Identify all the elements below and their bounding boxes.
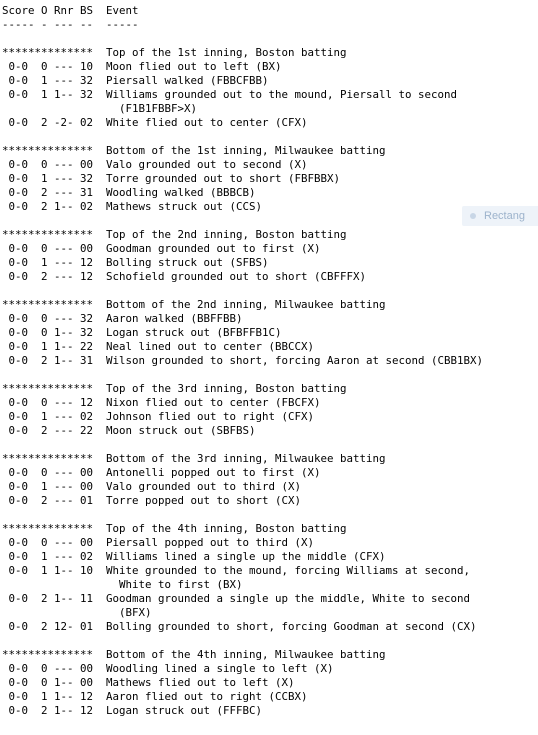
play-line: 0-0 1 --- 00 Valo grounded out to third (X) bbox=[2, 480, 302, 493]
blank-line bbox=[2, 284, 538, 298]
play-line: 0-0 1 --- 12 Bolling struck out (SFBS) bbox=[2, 256, 269, 269]
inning-header: ************** Top of the 3rd inning, Boston batting bbox=[2, 382, 347, 395]
rectangle-tool-icon bbox=[470, 213, 476, 219]
rectangle-tool-tooltip bbox=[462, 206, 538, 226]
inning-header: ************** Bottom of the 2nd inning, Milwaukee batting bbox=[2, 298, 386, 311]
play-continuation: (BFX) bbox=[2, 606, 152, 619]
inning-header: ************** Bottom of the 3rd inning, Milwaukee batting bbox=[2, 452, 386, 465]
play-line: 0-0 2 1-- 31 Wilson grounded to short, forcing Aaron at second (CBB1BX) bbox=[2, 354, 484, 367]
play-line: 0-0 0 --- 32 Aaron walked (BBFFBB) bbox=[2, 312, 243, 325]
play-line: 0-0 2 --- 01 Torre popped out to short (CX) bbox=[2, 494, 302, 507]
log-lines bbox=[2, 32, 538, 718]
play-line: 0-0 2 1-- 11 Goodman grounded a single up the middle, White to second bbox=[2, 592, 471, 605]
play-line: 0-0 2 --- 22 Moon struck out (SBFBS) bbox=[2, 424, 256, 437]
inning-header: ************** Top of the 1st inning, Boston batting bbox=[2, 46, 347, 59]
play-line: 0-0 1 --- 32 Torre grounded out to short (FBFBBX) bbox=[2, 172, 341, 185]
play-line: 0-0 0 1-- 00 Mathews flied out to left (X) bbox=[2, 676, 295, 689]
blank-line bbox=[2, 508, 538, 522]
play-line: 0-0 1 --- 32 Piersall walked (FBBCFBB) bbox=[2, 74, 269, 87]
inning-header: ************** Bottom of the 1st inning, Milwaukee batting bbox=[2, 144, 386, 157]
play-continuation: White to first (BX) bbox=[2, 578, 243, 591]
play-line: 0-0 0 --- 00 Piersall popped out to third (X) bbox=[2, 536, 315, 549]
play-line: 0-0 0 --- 00 Antonelli popped out to first (X) bbox=[2, 466, 321, 479]
play-line: 0-0 2 -2- 02 White flied out to center (CFX) bbox=[2, 116, 308, 129]
play-line: 0-0 2 1-- 12 Logan struck out (FFFBC) bbox=[2, 704, 263, 717]
play-line: 0-0 0 --- 12 Nixon flied out to center (FBCFX) bbox=[2, 396, 321, 409]
blank-line bbox=[2, 214, 538, 228]
play-line: 0-0 0 --- 00 Woodling lined a single to left (X) bbox=[2, 662, 334, 675]
blank-line bbox=[2, 32, 538, 46]
play-line: 0-0 0 1-- 32 Logan struck out (BFBFFB1C) bbox=[2, 326, 282, 339]
inning-header: ************** Top of the 4th inning, Boston batting bbox=[2, 522, 347, 535]
inning-header: ************** Bottom of the 4th inning, Milwaukee batting bbox=[2, 648, 386, 661]
play-line: 0-0 0 --- 00 Goodman grounded out to first (X) bbox=[2, 242, 321, 255]
column-header-rule: ----- - --- -- ----- bbox=[2, 18, 139, 31]
play-line: 0-0 1 1-- 22 Neal lined out to center (BBCCX) bbox=[2, 340, 315, 353]
column-header: Score O Rnr BS Event bbox=[2, 4, 139, 17]
play-line: 0-0 1 1-- 32 Williams grounded out to the mound, Piersall to second bbox=[2, 88, 458, 101]
rectangle-tool-label: Rectang bbox=[484, 210, 525, 222]
inning-header: ************** Top of the 2nd inning, Boston batting bbox=[2, 228, 347, 241]
play-line: 0-0 1 1-- 12 Aaron flied out to right (CCBX) bbox=[2, 690, 308, 703]
play-line: 0-0 2 12- 01 Bolling grounded to short, forcing Goodman at second (CX) bbox=[2, 620, 477, 633]
play-line: 0-0 2 --- 12 Schofield grounded out to short (CBFFFX) bbox=[2, 270, 367, 283]
play-line: 0-0 0 --- 10 Moon flied out to left (BX) bbox=[2, 60, 282, 73]
blank-line bbox=[2, 130, 538, 144]
blank-line bbox=[2, 368, 538, 382]
blank-line bbox=[2, 438, 538, 452]
play-line: 0-0 1 --- 02 Williams lined a single up the middle (CFX) bbox=[2, 550, 386, 563]
play-continuation: (F1B1FBBF>X) bbox=[2, 102, 198, 115]
play-line: 0-0 0 --- 00 Valo grounded out to second (X) bbox=[2, 158, 308, 171]
play-line: 0-0 2 --- 31 Woodling walked (BBBCB) bbox=[2, 186, 256, 199]
play-line: 0-0 1 1-- 10 White grounded to the mound, forcing Williams at second, bbox=[2, 564, 471, 577]
play-line: 0-0 1 --- 02 Johnson flied out to right (CFX) bbox=[2, 410, 315, 423]
blank-line bbox=[2, 634, 538, 648]
play-line: 0-0 2 1-- 02 Mathews struck out (CCS) bbox=[2, 200, 263, 213]
